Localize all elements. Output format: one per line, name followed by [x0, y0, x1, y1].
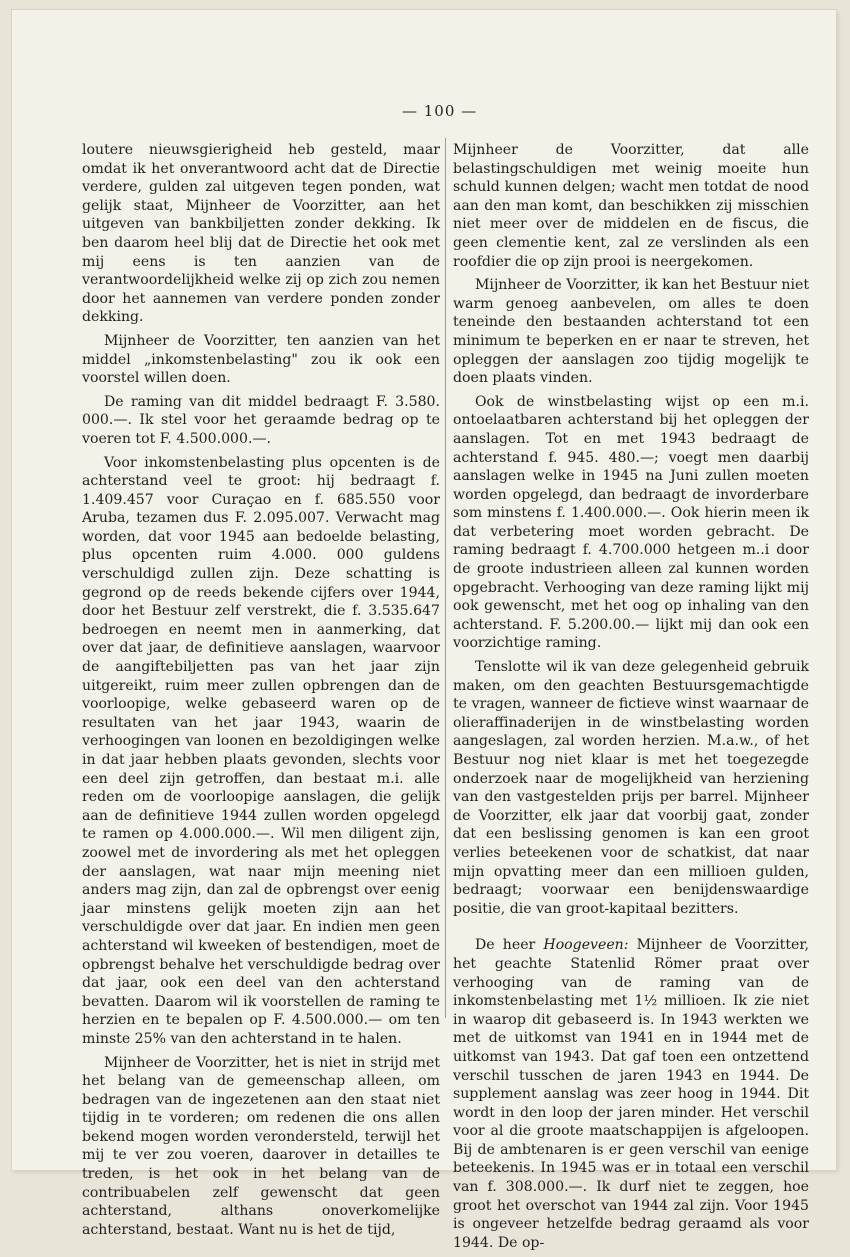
speaker-paragraph — [453, 936, 809, 1252]
speaker-name: Hoogeveen: — [543, 937, 629, 954]
column-divider — [445, 138, 446, 1018]
paragraph: loutere nieuwsgierigheid heb gesteld, maar omdat ik het onverantwoord acht dat de Directie verdere, gulden zal uitgeven tegen ponden, wat gelijk staat, Mijnheer de Voorzitter, aan het uitgeven van bankbiljetten zonder dekking. Ik ben daarom heel blij dat de Directie het ook met mij eens is ten aanzien van de verantwoordelijkheid welke zij op zich zou nemen door het aannemen van verdere ponden zonder dekking. — [82, 142, 440, 326]
right-column — [453, 141, 809, 1257]
paragraph: Voor inkomstenbelasting plus opcenten is de achterstand veel te groot: hij bedraagt f. 1.409.457 voor Curaçao en f. 685.550 voor Aruba, tezamen dus F. 2.095.007. Verwacht mag worden, dat voor 1945 aan bedoelde belasting, plus opcenten ruim 4.000. 000 guldens verschuldigd zullen zijn. Deze schatting is gegrond op de reeds bekende cijfers over 1944, door het Bestuur zelf verstrekt, die f. 3.535.647 bedroegen en neemt men in aanmerking, dat over dat jaar, de definitieve aanslagen, waarvoor de aangiftebiljetten pas van het jaar zijn uitgereikt, ruim meer zullen opbrengen dan de voorloopige, welke gebaseerd waren op de resultaten van het jaar 1943, waarin de verhoogingen van loonen en bezoldigingen welke in dat jaar hebben plaats gevonden, slechts voor een deel zijn getroffen, dan bestaat m.i. alle reden om de voorloopige aanslagen, die gelijk aan de definitieve 1944 zullen worden opgelegd te ramen op 4.000.000.—. Wil men diligent zijn, zoowel met de invordering als met het opleggen der aanslagen, wat naar mijn meening niet anders mag zijn, dan zal de opbrengst over eenig jaar minstens gelijk moeten zijn aan het verschuldigde over dat jaar. En indien men geen achterstand wil kweeken of bestendigen, moet de opbrengst behalve het verschuldigde bedrag over dat jaar, ook een deel van den achterstand bevatten. Daarom wil ik voorstellen de raming te herzien en te bepalen op F. 4.500.000.— om ten minste 25% van den achterstand in te halen. — [82, 454, 440, 1047]
paragraph: Mijnheer de Voorzitter, het is niet in strijd met het belang van de gemeenschap alleen, om bedragen van de ingezetenen aan den staat niet tijdig in te vorderen; om redenen die ons allen bekend mogen worden verondersteld, terwijl het mij te ver zou voeren, daarover in detailles te treden, is het ook in het belang van de contribuabelen zelf gewenscht dat geen achterstand, althans onoverkomelijke achterstand, bestaat. Want nu is het de tijd, — [82, 1054, 440, 1238]
page-number: — 100 — — [402, 102, 478, 120]
paragraph: Mijnheer de Voorzitter, ten aanzien van het middel „inkomstenbelasting" zou ik ook een voorstel willen doen. — [82, 332, 440, 387]
paragraph: Ook de winstbelasting wijst op een m.i. ontoelaatbaren achterstand bij het opleggen der aanslagen. Tot en met 1943 bedraagt de achterstand f. 945. 480.—; voegt men daarbij aanslagen welke in 1945 na Juni zullen moeten worden opgelegd, dan bedraagt de invorderbare som minstens f. 1.400.000.—. Ook hierin meen ik dat verbetering moet worden gebracht. De raming bedraagt f. 4.700.000 hetgeen m..i door de groote industrieen alleen zal kunnen worden opgebracht. Verhooging van deze raming lijkt mij ook gewenscht, met het oog op inhaling van den achterstand. F. 5.200.00.— lijkt mij dan ook een voorzichtige raming. — [453, 393, 809, 652]
paragraph: De raming van dit middel bedraagt F. 3.580. 000.—. Ik stel voor het geraamde bedrag op te voeren tot F. 4.500.000.—. — [82, 393, 440, 447]
paragraph: Tenslotte wil ik van deze gelegenheid gebruik maken, om den geachten Bestuursgemachtigde te vragen, wanneer de fictieve winst waarnaar de olieraffinaderijen in de winstbelasting worden aangeslagen, zal worden herzien. M.a.w., of het Bestuur nog niet klaar is met het toegezegde onderzoek naar de mogelijkheid van herziening van den vastgestelden prijs per barrel. Mijnheer de Voorzitter, elk jaar dat voorbij gaat, zonder dat een beslissing genomen is kan een groot verlies beteekenen voor de schatkist, dat naar mijn opvatting meer dan een millioen gulden, bedraagt; voorwaar een benijdenswaardige positie, die van groot-kapitaal bezitters. — [453, 659, 809, 917]
document-page — [12, 10, 836, 1251]
speaker-text: Mijnheer de Voorzitter, het geachte Statenlid Römer praat over verhooging van de raming van de inkomstenbelasting met 1½ millioen. Ik zie niet in waarop dit gebaseerd is. In 1943 werkten we met de uitkomst van 1941 en in 1944 met de uitkomst van 1943. Dat gaf toen een ontzettend verschil tusschen de jaren 1943 en 1944. De supplement aanslag was zeer hoog in 1944. Dit wordt in den loop der jaren minder. Het verschil voor al die groote maatschappijen is afgeloopen. Bij de ambtenaren is er geen verschil van eenige beteekenis. In 1945 was er in totaal een verschil van f. 308.000.—. Ik durf niet te zeggen, hoe groot het overschot van 1944 zal zijn. Voor 1945 is ongeveer hetzelfde bedrag geraamd als voor 1944. De op- — [453, 937, 809, 1251]
paragraph: Mijnheer de Voorzitter, ik kan het Bestuur niet warm genoeg aanbevelen, om alles te doen teneinde den bestaanden achterstand tot een minimum te beperken en er naar te streven, het opleggen der aanslagen zoo tijdig mogelijk te doen plaats vinden. — [453, 277, 809, 387]
left-column — [82, 141, 440, 1244]
paragraph: Mijnheer de Voorzitter, dat alle belastingschuldigen met weinig moeite hun schuld kunnen delgen; wacht men totdat de nood aan den man komt, dan beschikken zij misschien niet meer over de middelen en de fiscus, die geen clementie kent, zal ze verslinden als een roofdier die op zijn prooi is neergekomen. — [453, 142, 809, 270]
speaker-intro: De heer — [475, 937, 544, 954]
